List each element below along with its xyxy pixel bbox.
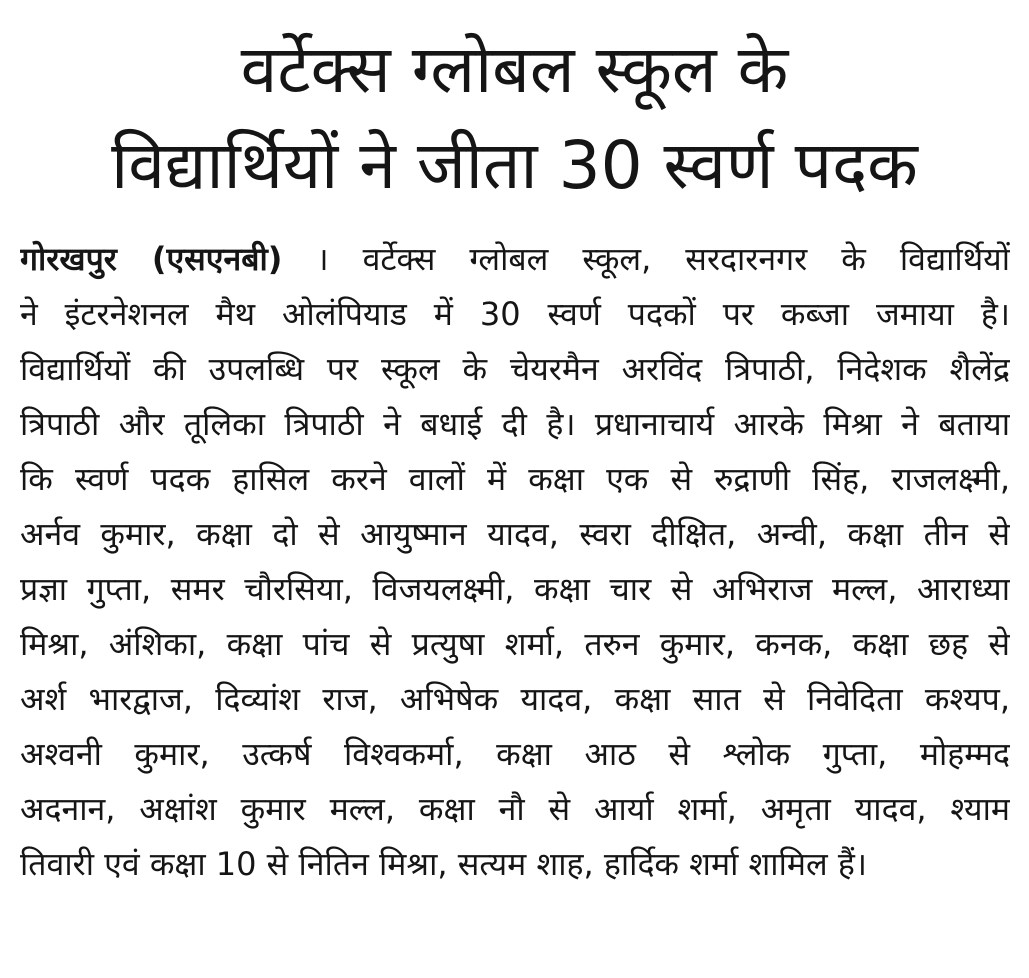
article-line: अर्नव कुमार, कक्षा दो से आयुष्मान यादव, स्वरा दीक्षित, अन्वी, कक्षा तीन से <box>20 515 1010 553</box>
article-line: प्रज्ञा गुप्ता, समर चौरसिया, विजयलक्ष्मी, कक्षा चार से अभिराज मल्ल, आराध्या <box>20 570 1010 608</box>
article-line: अश्वनी कुमार, उत्कर्ष विश्वकर्मा, कक्षा आठ से श्लोक गुप्ता, मोहम्मद <box>20 735 1010 773</box>
headline-line-2: विद्यार्थियों ने जीता 30 स्वर्ण पदक <box>111 127 918 204</box>
headline-line-1: वर्टेक्स ग्लोबल स्कूल के <box>240 31 789 108</box>
article-body <box>20 232 1010 892</box>
article-line: अदनान, अक्षांश कुमार मल्ल, कक्षा नौ से आर्या शर्मा, अमृता यादव, श्याम <box>20 790 1010 828</box>
article-line: अर्श भारद्वाज, दिव्यांश राज, अभिषेक यादव, कक्षा सात से निवेदिता कश्यप, <box>20 680 1010 718</box>
article-line: मिश्रा, अंशिका, कक्षा पांच से प्रत्युषा शर्मा, तरुन कुमार, कनक, कक्षा छह से <box>20 625 1010 663</box>
article-line-1-text: । वर्टेक्स ग्लोबल स्कूल, सरदारनगर के विद्यार्थियों <box>316 240 1010 278</box>
article-line: कि स्वर्ण पदक हासिल करने वालों में कक्षा एक से रुद्राणी सिंह, राजलक्ष्मी, <box>20 460 1010 498</box>
article-line: विद्यार्थियों की उपलब्धि पर स्कूल के चेयरमैन अरविंद त्रिपाठी, निदेशक शैलेंद्र <box>20 350 1010 388</box>
dateline: गोरखपुर (एसएनबी) <box>20 240 283 278</box>
article-line-last: तिवारी एवं कक्षा 10 से नितिन मिश्रा, सत्यम शाह, हार्दिक शर्मा शामिल हैं। <box>20 845 867 883</box>
article-line-1 <box>20 232 1010 287</box>
headline <box>0 22 1029 214</box>
article-line: त्रिपाठी और तूलिका त्रिपाठी ने बधाई दी है। प्रधानाचार्य आरके मिश्रा ने बताया <box>20 405 1010 443</box>
article-line: ने इंटरनेशनल मैथ ओलंपियाड में 30 स्वर्ण पदकों पर कब्जा जमाया है। <box>20 295 1010 333</box>
